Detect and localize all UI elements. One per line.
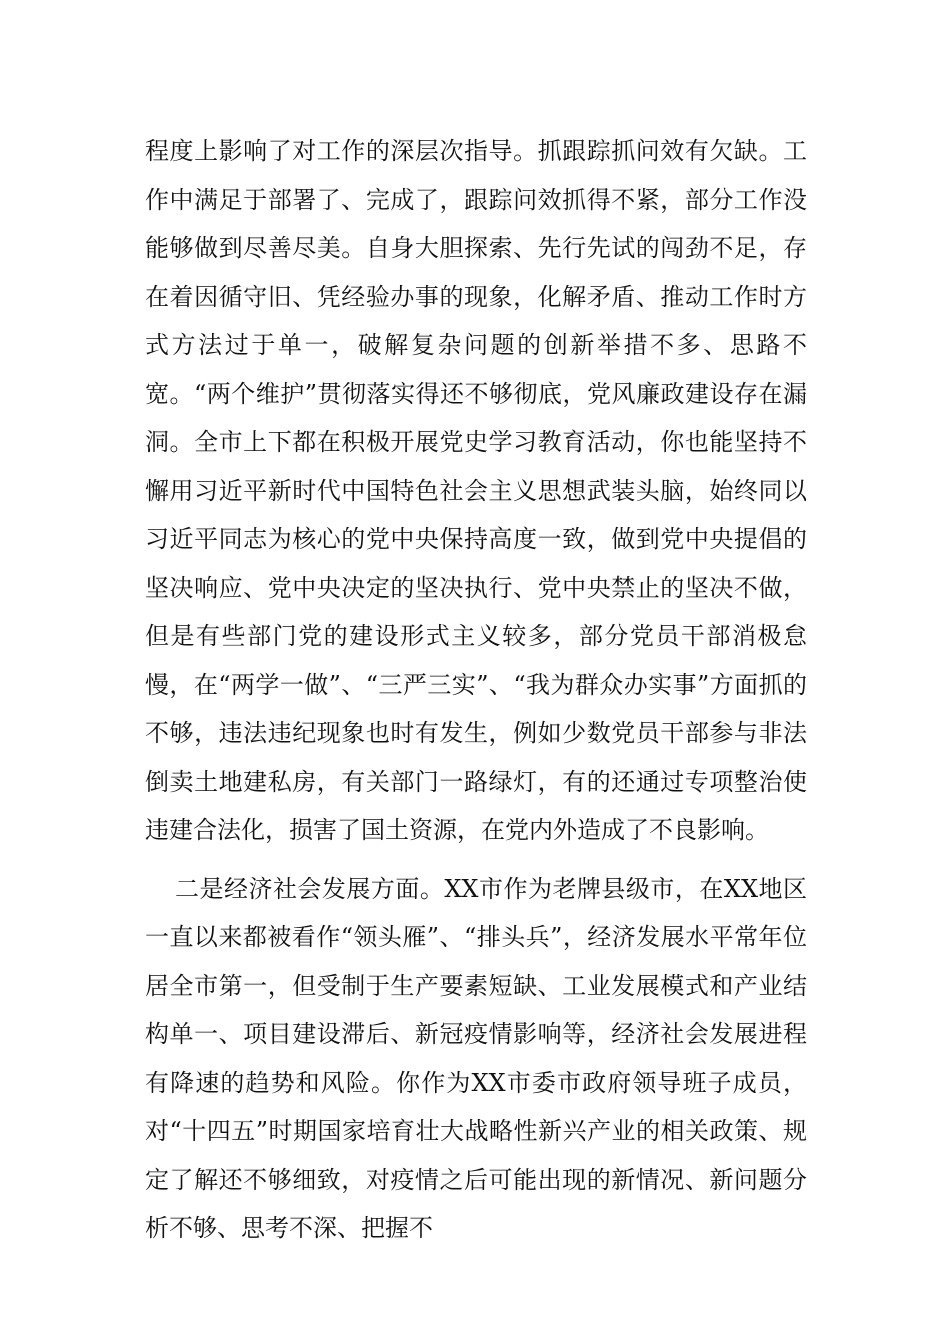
paragraph-continuation: 程度上影响了对工作的深层次指导。抓跟踪抓问效有欠缺。工作中满足于部署了、完成了，跟踪问效抓得不紧，部分工作没能够做到尽善尽美。自身大胆探索、先行先试的闯劲不足，存在着因循守旧、凭经验办事的现象，化解矛盾、推动工作时方式方法过于单一，破解复杂问题的创新举措不多、思路不宽。“两个维护”贯彻落实得还不够彻底，党风廉政建设存在漏洞。全市上下都在积极开展党史学习教育活动，你也能坚持不懈用习近平新时代中国特色社会主义思想武装头脑，始终同以习近平同志为核心的党中央保持高度一致，做到党中央提倡的坚决响应、党中央决定的坚决执行、党中央禁止的坚决不做，但是有些部门党的建设形式主义较多，部分党员干部消极怠慢，在“两学一做”、“三严三实”、“我为群众办实事”方面抓的不够，违法违纪现象也时有发生，例如少数党员干部参与非法倒卖土地建私房，有关部门一路绿灯，有的还通过专项整治使违建合法化，损害了国土资源，在党内外造成了不良影响。 [145,137,807,844]
document-body [145,127,807,1253]
paragraph-economic-development: 二是经济社会发展方面。XX市作为老牌县级市，在XX地区一直以来都被看作“领头雁”、“排头兵”，经济发展水平常年位居全市第一，但受制于生产要素短缺、工业发展模式和产业结构单一、项目建设滞后、新冠疫情影响等，经济社会发展进程有降速的趋势和风险。你作为XX市委市政府领导班子成员，对“十四五”时期国家培育壮大战略性新兴产业的相关政策、规定了解还不够细致，对疫情之后可能出现的新情况、新问题分析不够、思考不深、把握不 [145,874,807,1242]
